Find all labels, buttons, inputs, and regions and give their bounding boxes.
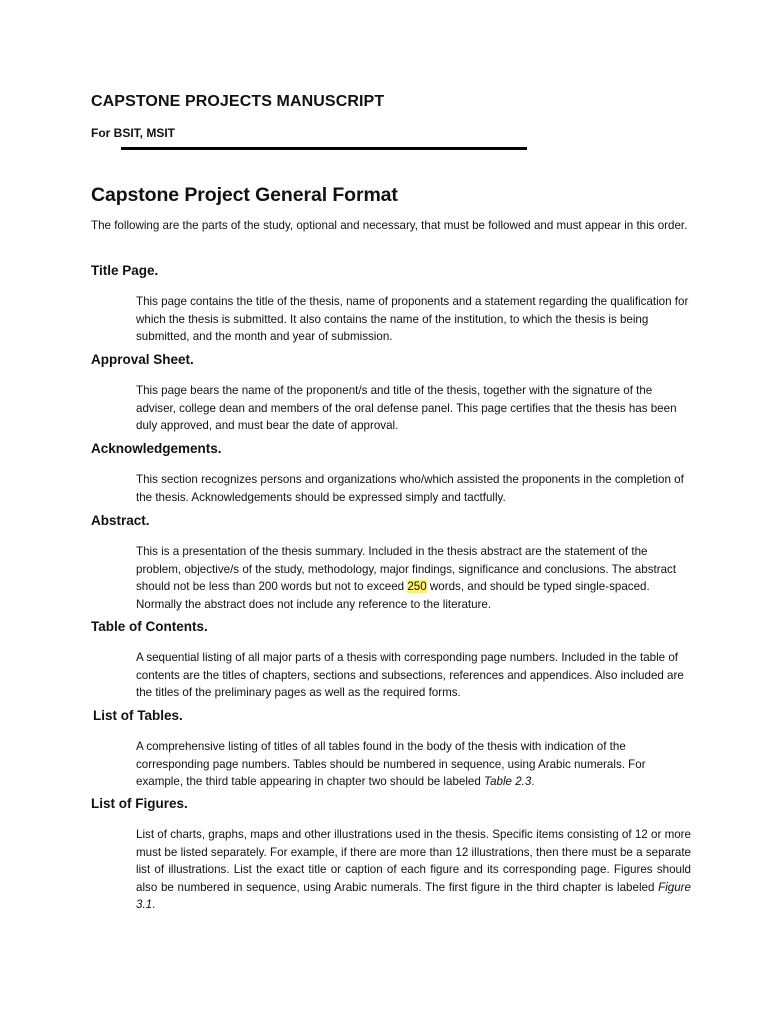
part-body xyxy=(136,826,691,914)
figure-label-example: Figure 3.1 xyxy=(136,880,691,911)
tables-text-start: A comprehensive listing of titles of all tables found in the body of the thesis with indication of the corresponding page numbers. Tables should be numbered in sequence, using Arabic numerals. For example, the third table appearing in chapter two should be labeled xyxy=(136,740,646,788)
part-heading: Approval Sheet. xyxy=(91,352,194,367)
title-rule xyxy=(121,147,527,150)
document-subtitle: For BSIT, MSIT xyxy=(91,126,175,140)
abstract-text-start: This is a presentation of the thesis summary. Included in the thesis abstract are the statement of the problem, objective/s of the study, methodology, major findings, significance and conclusions. The abstract should not be less than 200 words but not to exceed xyxy=(136,545,677,593)
part-body: This page contains the title of the thesis, name of proponents and a statement regarding the qualification for which the thesis is submitted. It also contains the name of the institution, to which the thesis is being submitted, and the month and year of submission. xyxy=(136,295,689,343)
part-body xyxy=(136,543,691,613)
part-heading: Title Page. xyxy=(91,263,159,278)
part-body: This page bears the name of the proponent/s and title of the thesis, together with the signature of the adviser, college dean and members of the oral defense panel. This page certifies that the thesis has been duly approved, and must bear the date of approval. xyxy=(136,384,677,432)
part-title-page xyxy=(91,263,691,346)
table-label-example: Table 2.3 xyxy=(484,775,532,788)
tables-text-end: . xyxy=(531,775,535,788)
highlighted-word-count: 250 xyxy=(407,580,427,593)
part-body: A sequential listing of all major parts of a thesis with corresponding page numbers. Included in the table of contents are the titles of chapters, sections and subsections, references and appendices. Also included are the titles of the preliminary pages as well as the required forms. xyxy=(136,651,684,699)
part-table-of-contents xyxy=(91,619,691,702)
section-intro: The following are the parts of the study, optional and necessary, that must be followed and must appear in this order. xyxy=(91,219,688,232)
part-list-of-figures xyxy=(91,796,691,914)
figures-text-start: List of charts, graphs, maps and other illustrations used in the thesis. Specific items consisting of 12 or more must be listed separately. For example, if there are more than 12 illustrations, then there must be a separate list of illustrations. List the exact title or caption of each figure and its corresponding page. Figures should also be numbered in sequence, using Arabic numerals. The first figure in the third chapter is labeled xyxy=(136,828,691,894)
part-abstract xyxy=(91,513,691,613)
part-heading: List of Tables. xyxy=(93,708,183,723)
part-list-of-tables xyxy=(91,708,691,791)
figures-text-end: . xyxy=(152,898,156,911)
part-body xyxy=(136,738,691,791)
part-heading: List of Figures. xyxy=(91,796,188,811)
part-approval-sheet xyxy=(91,352,691,435)
part-heading: Acknowledgements. xyxy=(91,441,222,456)
document-title: CAPSTONE PROJECTS MANUSCRIPT xyxy=(91,93,385,110)
section-heading: Capstone Project General Format xyxy=(91,184,398,206)
part-body: This section recognizes persons and organizations who/which assisted the proponents in the completion of the thesis. Acknowledgements should be expressed simply and tactfully. xyxy=(136,473,684,504)
part-heading: Abstract. xyxy=(91,513,150,528)
part-acknowledgements xyxy=(91,441,691,506)
part-heading: Table of Contents. xyxy=(91,619,208,634)
abstract-text-end: words, and should be typed single-spaced. Normally the abstract does not include any reference to the literature. xyxy=(136,580,650,611)
